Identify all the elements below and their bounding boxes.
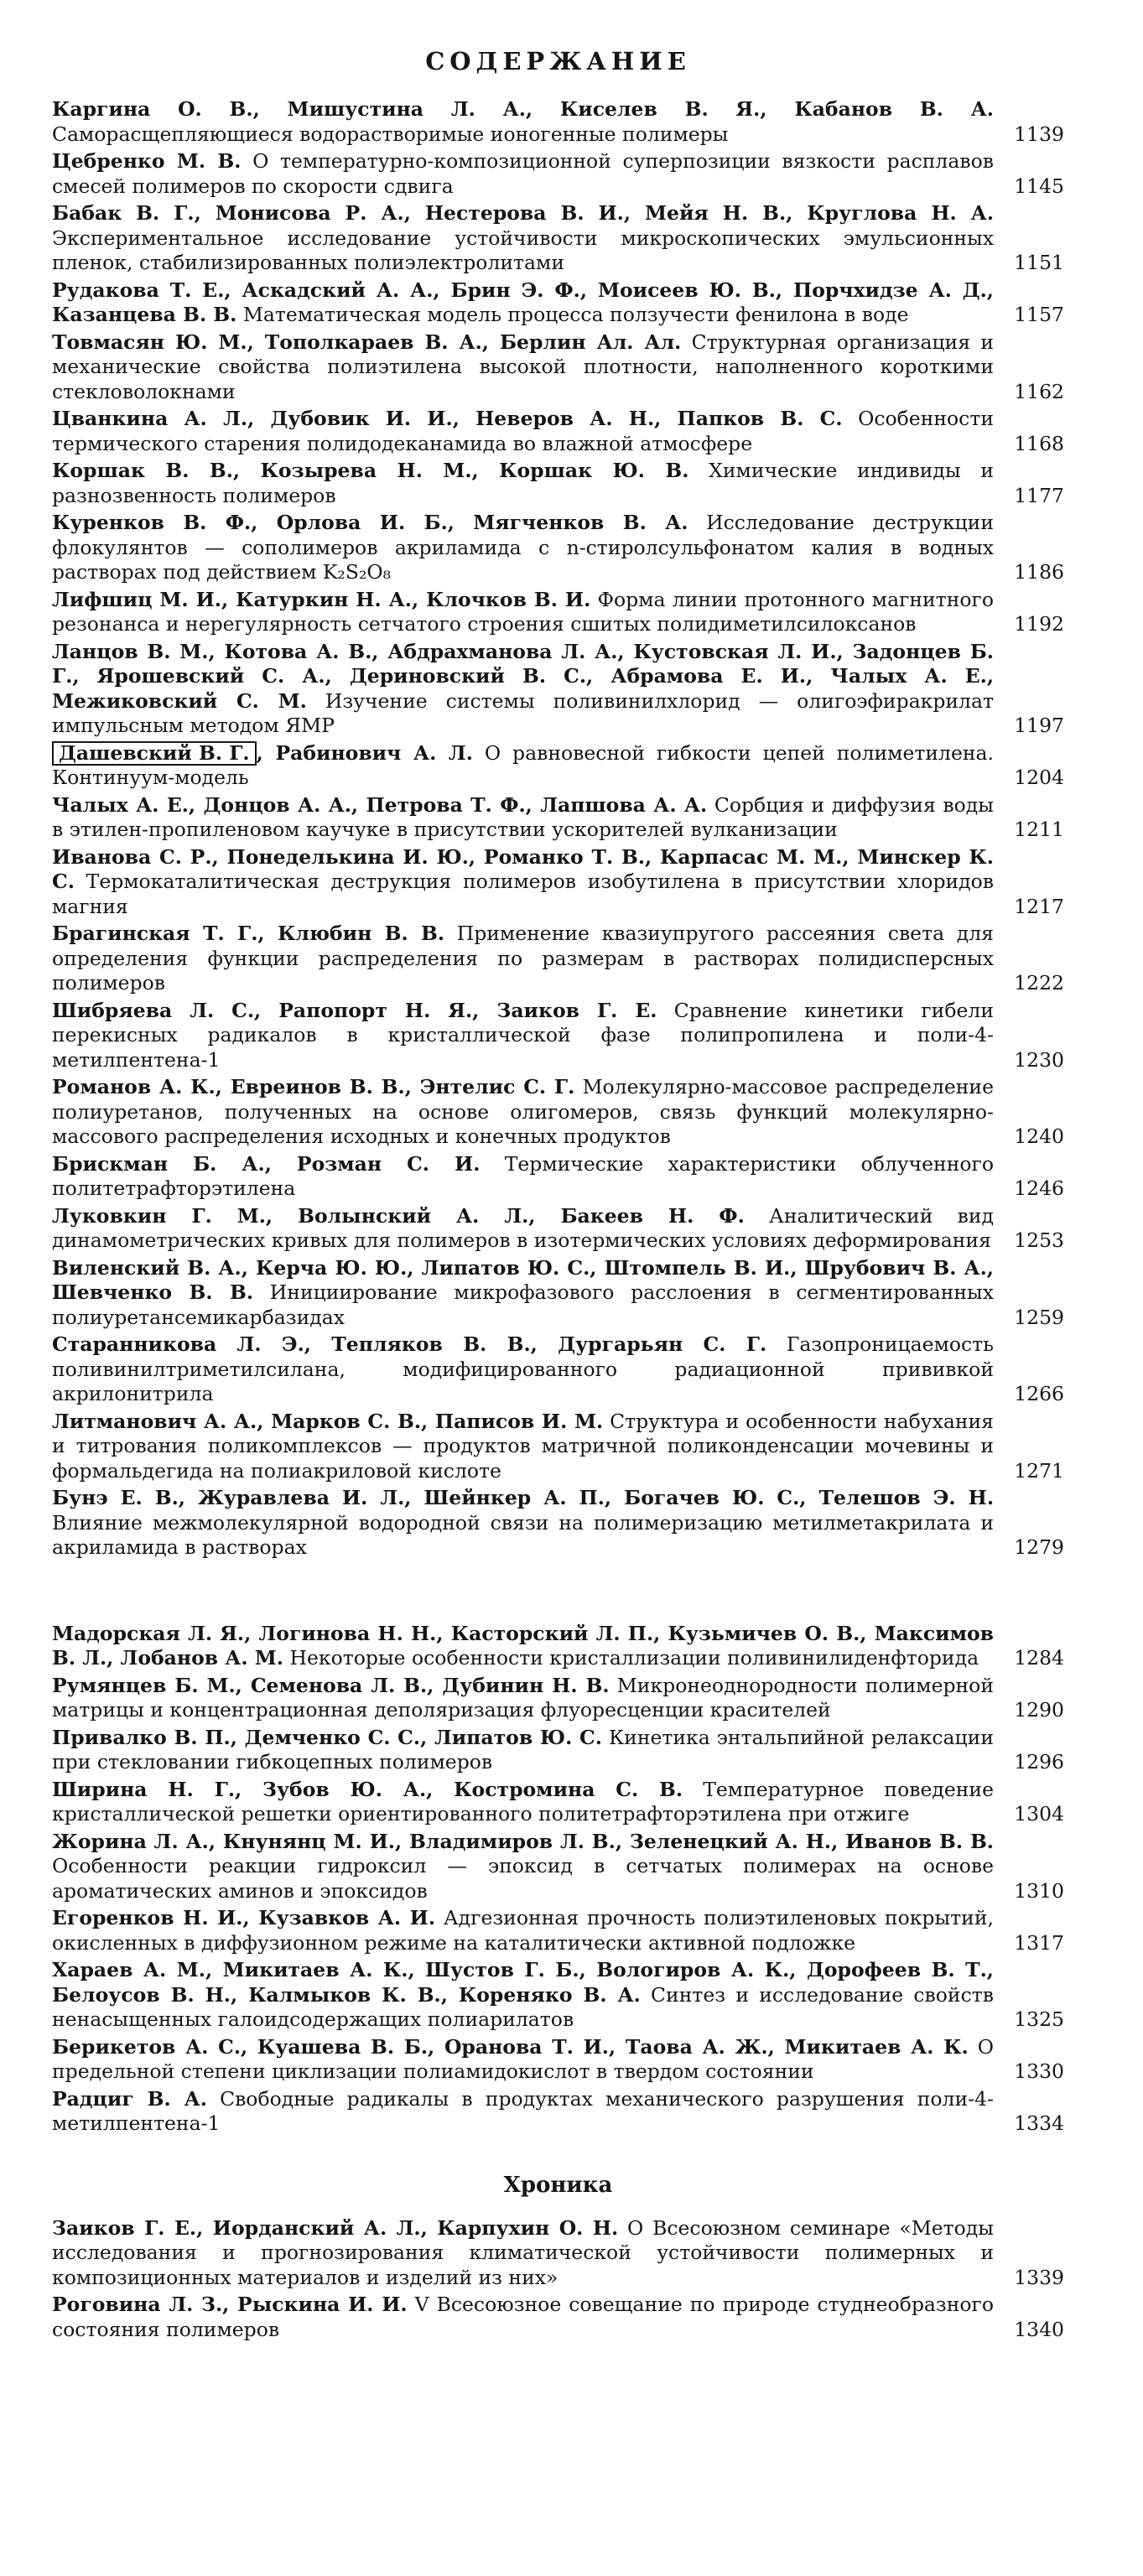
entry-authors: Шибряева Л. С., Рапопорт Н. Я., Заиков Г. Е. — [52, 998, 657, 1022]
entry-authors: Хараев А. М., Микитаев А. К., Шустов Г. Б., Вологиров А. К., Дорофеев В. Т., Белоусов В. Н., Калмыков К. В., Кореняко В. А. — [52, 1958, 994, 2007]
chronicle-heading: Хроника — [503, 2172, 613, 2198]
entry-page-number: 1296 — [1014, 1750, 1064, 1774]
toc-entry — [52, 459, 1064, 508]
entry-page-number: 1151 — [1014, 251, 1064, 274]
entry-page-number: 1279 — [1014, 1535, 1064, 1559]
entry-page-number: 1204 — [1014, 766, 1064, 789]
entry-page-number: 1211 — [1014, 818, 1064, 841]
entry-page-number: 1217 — [1014, 894, 1064, 918]
entry-authors: Егоренков Н. И., Кузавков А. И. — [52, 1906, 435, 1929]
entry-authors: Бабак В. Г., Монисова Р. А., Нестерова В. И., Мейя Н. В., Круглова Н. А. — [52, 201, 994, 225]
entry-authors: Румянцев Б. М., Семенова Л. В., Дубинин Н. В. — [52, 1673, 610, 1697]
toc-entry — [52, 1830, 1064, 1904]
toc-entry — [52, 640, 1064, 739]
entry-authors: Старанникова Л. Э., Тепляков В. В., Дургарьян С. Г. — [52, 1332, 767, 1356]
toc-entry — [52, 1486, 1064, 1561]
entry-title: О температурно-композиционной суперпозиции вязкости расплавов смесей полимеров по скорости сдвига — [52, 149, 994, 198]
toc-entry — [52, 2035, 1064, 2085]
entry-authors-boxed: Дашевский В. Г. — [52, 741, 257, 766]
entry-authors: Роговина Л. З., Рыскина И. И. — [52, 2293, 408, 2316]
entry-title: Особенности термического старения полидодеканамида во влажной атмосфере — [52, 407, 994, 455]
entry-page-number: 1157 — [1014, 303, 1064, 326]
entry-title: Температурное поведение кристаллической решетки ориентированного политетрафторэтилена при отжиге — [52, 1777, 994, 1826]
toc-entry — [52, 1075, 1064, 1150]
toc-entry — [52, 407, 1064, 456]
entry-page-number: 1230 — [1014, 1047, 1064, 1072]
entry-title: Адгезионная прочность полиэтиленовых покрытий, окисленных в диффузионном режиме на каталитически активной подложке — [52, 1906, 994, 1955]
entry-page-number: 1266 — [1014, 1382, 1064, 1405]
entry-authors: Виленский В. А., Керча Ю. Ю., Липатов Ю. С., Штомпель В. И., Шрубович В. А., Шевченко В. В. — [52, 1255, 994, 1304]
entry-page-number: 1304 — [1014, 1802, 1064, 1826]
entry-page-number: 1290 — [1014, 1698, 1064, 1722]
toc-entry — [52, 845, 1064, 920]
toc-list-chronicle — [52, 2216, 1064, 2343]
toc-entry — [52, 1204, 1064, 1254]
entry-page-number: 1259 — [1014, 1305, 1064, 1329]
entry-title: О предельной степени циклизации полиамидокислот в твердом состоянии — [52, 2034, 994, 2083]
entry-authors: Товмасян Ю. М., Тополкараев В. А., Берлин Ал. Ал. — [52, 330, 682, 354]
entry-title: Применение квазиупругого рассеяния света для определения функции распределения по размерам в растворах полидисперсных полимеров — [52, 922, 994, 995]
entry-title: Газопроницаемость поливинилтриметилсилана, модифицированного радиационной прививкой акрилонитрила — [52, 1332, 994, 1405]
toc-entry — [52, 1152, 1064, 1202]
entry-title: V Всесоюзное совещание по природе студнеобразного состояния полимеров — [52, 2293, 994, 2341]
entry-page-number: 1240 — [1014, 1124, 1064, 1148]
entry-authors: Брагинская Т. Г., Клюбин В. В. — [52, 922, 445, 945]
entry-authors: Привалко В. П., Демченко С. С., Липатов Ю. С. — [52, 1725, 602, 1749]
entry-title: Кинетика энтальпийной релаксации при стекловании гибкоцепных полимеров — [52, 1725, 994, 1774]
entry-page-number: 1284 — [1014, 1646, 1064, 1670]
toc-entry — [52, 511, 1064, 585]
entry-title: Математическая модель процесса ползучести фенилона в воде — [242, 303, 909, 326]
entry-authors: Радциг В. А. — [52, 2086, 207, 2111]
entry-page-number: 1253 — [1014, 1228, 1064, 1252]
entry-authors: Лифшиц М. И., Катуркин Н. А., Клочков В. И. — [52, 587, 591, 611]
entry-authors: Каргина О. В., Мишустина Л. А., Киселев В. Я., Кабанов В. А. — [52, 97, 994, 121]
toc-entry — [52, 97, 1064, 147]
entry-page-number: 1222 — [1014, 971, 1064, 995]
entry-authors: Цванкина А. Л., Дубовик И. И., Неверов А. Н., Папков В. С. — [52, 407, 843, 430]
entry-title: Свободные радикалы в продуктах механического разрушения поли-4-метилпентена-1 — [52, 2086, 994, 2135]
entry-page-number: 1177 — [1014, 483, 1064, 507]
section-spacer — [52, 1563, 1064, 1622]
entry-title: Термические характеристики облученного политетрафторэтилена — [52, 1151, 994, 1200]
entry-authors: Чалых А. Е., Донцов А. А., Петрова Т. Ф., Лапшова А. А. — [52, 792, 708, 817]
entry-authors: Ширина Н. Г., Зубов Ю. А., Костромина С. В. — [52, 1777, 683, 1801]
toc-entry — [52, 2216, 1064, 2291]
entry-authors: Брискман Б. А., Розман С. И. — [52, 1151, 481, 1176]
entry-page-number: 1334 — [1014, 2111, 1064, 2135]
entry-title: Саморасщепляющиеся водорастворимые ионогенные полимеры — [52, 122, 729, 146]
entry-title: Влияние межмолекулярной водородной связи на полимеризацию метилметакрилата и акриламида в растворах — [52, 1510, 994, 1559]
toc-entry — [52, 1410, 1064, 1484]
toc-list-main — [52, 97, 1064, 1561]
entry-title: Синтез и исследование свойств ненасыщенных галоидсодержащих полиарилатов — [52, 1982, 994, 2031]
entry-authors: Иванова С. Р., Понеделькина И. Ю., Романко Т. В., Карпасас М. М., Минскер К. С. — [52, 844, 994, 893]
toc-entry — [52, 922, 1064, 996]
entry-authors: Бунэ Е. В., Журавлева И. Л., Шейнкер А. П., Богачев Ю. С., Телешов Э. Н. — [52, 1486, 994, 1509]
toc-entry — [52, 1256, 1064, 1331]
entry-page-number: 1339 — [1014, 2265, 1064, 2289]
entry-authors: Литманович А. А., Марков С. В., Паписов И. М. — [52, 1409, 604, 1433]
entry-authors: Жорина Л. А., Кнунянц М. И., Владимиров Л. В., Зеленецкий А. Н., Иванов В. В. — [52, 1829, 994, 1853]
entry-title: Химические индивиды и разнозвенность полимеров — [52, 459, 994, 507]
toc-entry — [52, 149, 1064, 199]
entry-page-number: 1197 — [1014, 714, 1064, 737]
entry-page-number: 1192 — [1014, 612, 1064, 636]
entry-authors: Луковкин Г. М., Волынский А. Л., Бакеев Н. Ф. — [52, 1203, 745, 1228]
toc-entry — [52, 2293, 1064, 2342]
toc-entry — [52, 1332, 1064, 1407]
entry-page-number: 1330 — [1014, 2059, 1064, 2083]
entry-authors: Заиков Г. Е., Иорданский А. Л., Карпухин О. Н. — [52, 2215, 619, 2240]
entry-authors: Коршак В. В., Козырева Н. М., Коршак Ю. В. — [52, 459, 689, 482]
entry-authors: Куренков В. Ф., Орлова И. Б., Мягченков В. А. — [52, 511, 688, 534]
entry-title: Сорбция и диффузия воды в этилен-пропиленовом каучуке в присутствии ускорителей вулканизации — [52, 792, 994, 841]
entry-title: Некоторые особенности кристаллизации поливинилиденфторида — [289, 1646, 979, 1670]
entry-authors: Романов А. К., Евреинов В. В., Энтелис С. Г. — [52, 1075, 575, 1098]
entry-authors: , Рабинович А. Л. — [256, 740, 473, 765]
toc-entry — [52, 1674, 1064, 1723]
entry-title: Экспериментальное исследование устойчивости микроскопических эмульсионных пленок, стабилизированных полиэлектролитами — [52, 226, 994, 274]
entry-page-number: 1246 — [1014, 1176, 1064, 1200]
entry-title: Инициирование микрофазового расслоения в сегментированных полиуретансемикарбазидах — [52, 1280, 994, 1329]
entry-page-number: 1317 — [1014, 1930, 1064, 1955]
entry-title: О равновесной гибкости цепей полиметилена. Континуум-модель — [52, 740, 994, 789]
entry-title: Структурная организация и механические свойства полиэтилена высокой плотности, наполненного короткими стекловолокнами — [52, 330, 994, 403]
entry-title: Структура и особенности набухания и титрования поликомплексов — продуктов матричной поликонденсации мочевины и формальдегида на полиакриловой кислоте — [52, 1409, 994, 1483]
entry-page-number: 1340 — [1014, 2317, 1064, 2341]
entry-page-number: 1162 — [1014, 379, 1064, 403]
toc-entry — [52, 1906, 1064, 1955]
entry-title: Аналитический вид динамометрических кривых для полимеров в изотермических условиях деформирования — [52, 1203, 994, 1252]
entry-authors: Ланцов В. М., Котова А. В., Абдрахманова Л. А., Кустовская Л. И., Задонцев Б. Г., Ярошевский С. А., Дериновский В. С., Абрамова Е. И., Чалых А. Е., Межиковский С. М. — [52, 639, 994, 713]
entry-authors: Берикетов А. С., Куашева В. Б., Оранова Т. И., Таова А. Ж., Микитаев А. К. — [52, 2034, 969, 2059]
entry-title: Сравнение кинетики гибели перекисных радикалов в кристаллической фазе полипропилена и поли-4-метилпентена-1 — [52, 998, 994, 1072]
entry-title: О Всесоюзном семинаре «Методы исследования и прогнозирования климатической устойчивости полимерных и композиционных материалов и изделий из них» — [52, 2215, 994, 2289]
toc-entry — [52, 588, 1064, 637]
entry-page-number: 1145 — [1014, 174, 1064, 198]
entry-title: Изучение системы поливинилхлорид — олигоэфиракрилат импульсным методом ЯМР — [52, 688, 994, 737]
toc-entry — [52, 2087, 1064, 2137]
entry-page-number: 1139 — [1014, 122, 1064, 146]
toc-entry — [52, 1726, 1064, 1775]
toc-entry — [52, 201, 1064, 276]
toc-entry — [52, 741, 1064, 791]
toc-entry — [52, 1958, 1064, 2033]
entry-title: Форма линии протонного магнитного резонанса и нерегулярность сетчатого строения сшитых полидиметилсилоксанов — [52, 587, 994, 636]
entry-title: Исследование деструкции флокулянтов — сополимеров акриламида с n-стиролсульфонатом калия в водных растворах под действием K₂S₂O₈ — [52, 511, 994, 584]
toc-entry — [52, 793, 1064, 843]
entry-page-number: 1186 — [1014, 560, 1064, 584]
section-spacer — [52, 2139, 1064, 2173]
toc-entry — [52, 278, 1064, 328]
page-title: СОДЕРЖАНИЕ — [425, 47, 691, 75]
toc-list-continued — [52, 1622, 1064, 2137]
entry-authors: Цебренко М. В. — [52, 149, 242, 173]
toc-entry — [52, 999, 1064, 1073]
toc-entry — [52, 1778, 1064, 1827]
entry-page-number: 1310 — [1014, 1878, 1064, 1903]
entry-authors: Рудакова Т. Е., Аскадский А. А., Брин Э. Ф., Моисеев Ю. В., Порчхидзе А. Д., Казанцева В. В. — [52, 278, 994, 326]
entry-title: Термокаталитическая деструкция полимеров изобутилена в присутствии хлоридов магния — [52, 870, 994, 918]
toc-entry — [52, 330, 1064, 405]
entry-page-number: 1271 — [1014, 1458, 1064, 1483]
entry-page-number: 1168 — [1014, 431, 1064, 455]
entry-title: Микронеоднородности полимерной матрицы и концентрационная деполяризация флуоресценции красителей — [52, 1673, 994, 1722]
toc-entry — [52, 1622, 1064, 1671]
entry-title: Особенности реакции гидроксил — эпоксид в сетчатых полимерах на основе ароматических аминов и эпоксидов — [52, 1854, 994, 1903]
entry-page-number: 1325 — [1014, 2007, 1064, 2031]
entry-title: Молекулярно-массовое распределение полиуретанов, полученных на основе олигомеров, связь функций молекулярно-массового распределения исходных и конечных продуктов — [52, 1075, 994, 1148]
entry-authors: Мадорская Л. Я., Логинова Н. Н., Касторский Л. П., Кузьмичев О. В., Максимов В. Л., Лобанов А. М. — [52, 1621, 994, 1670]
